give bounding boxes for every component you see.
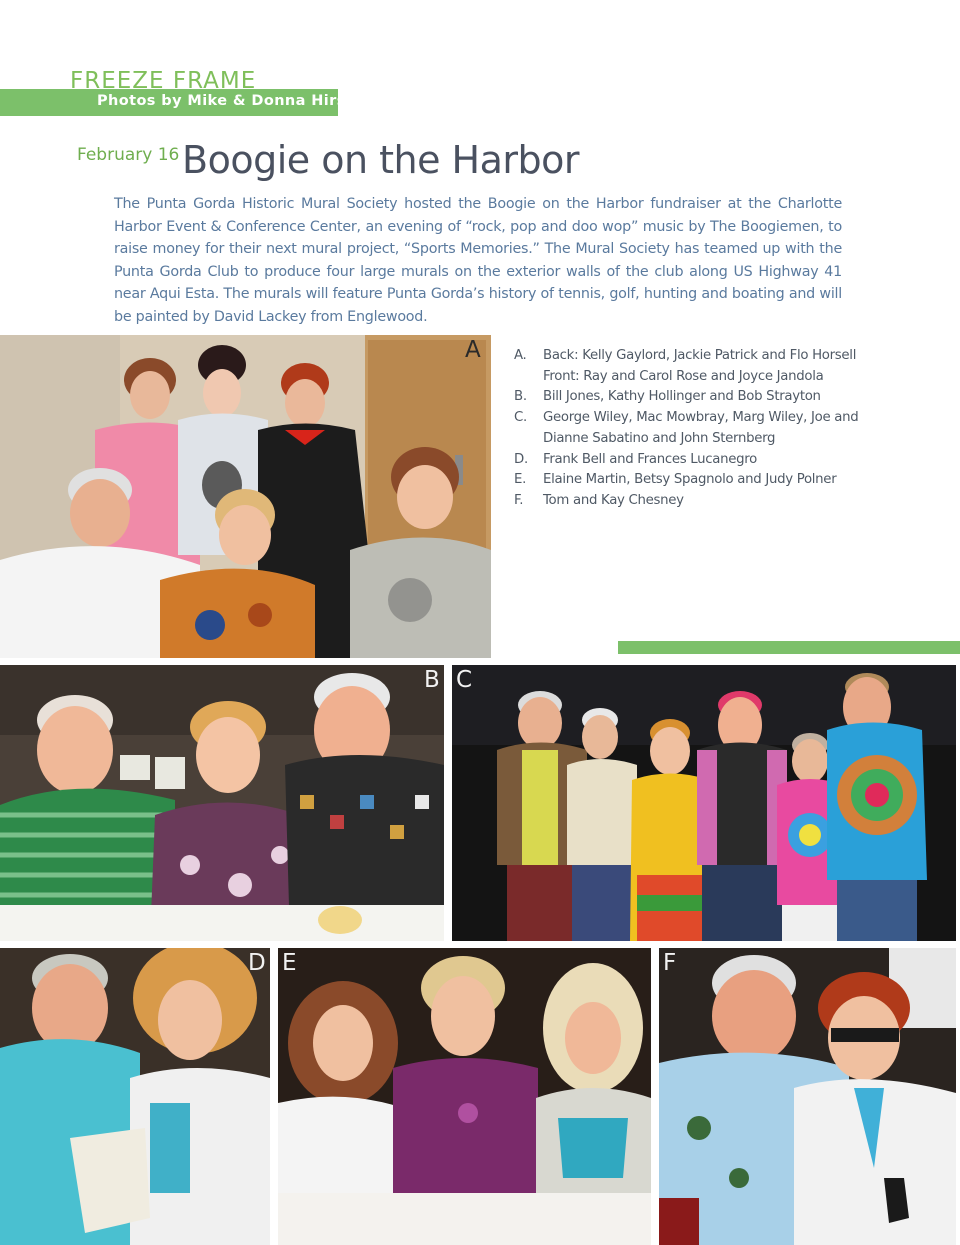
photo-b (0, 665, 444, 941)
green-divider (618, 641, 960, 654)
caption-row (514, 346, 894, 367)
caption-row (514, 491, 894, 512)
photo-c (452, 665, 956, 941)
caption-key (514, 367, 543, 388)
photo-a (0, 335, 491, 658)
photo-e (278, 948, 651, 1245)
caption-row (514, 470, 894, 491)
section-label: FREEZE FRAME (70, 68, 257, 88)
photo-credit: Photos by Mike & Donna Hirst (97, 93, 354, 109)
caption-row (514, 450, 894, 471)
caption-text: Back: Kelly Gaylord, Jackie Patrick and Flo Horsell (543, 348, 857, 363)
photo-label-d: D (248, 950, 266, 976)
photo-label-b: B (424, 667, 440, 693)
photo-captions (514, 346, 894, 512)
caption-row (514, 387, 894, 408)
caption-key: A. (514, 348, 527, 363)
article-title: Boogie on the Harbor (182, 138, 580, 182)
caption-text: Elaine Martin, Betsy Spagnolo and Judy Polner (543, 472, 837, 488)
event-date: February 16 (77, 145, 180, 165)
photo-label-e: E (282, 950, 297, 976)
photo-d (0, 948, 270, 1245)
caption-text: Bill Jones, Kathy Hollinger and Bob Strayton (543, 389, 821, 405)
article-intro: The Punta Gorda Historic Mural Society hosted the Boogie on the Harbor fundraiser at the Charlotte Harbor Event & Conference Center, an evening of “rock, pop and doo wop” music by The Boogiemen, to raise money for their next mural project, “Sports Memories.” The Mural Society has teamed up with the Punta Gorda Club to produce four large murals on the exterior walls of the club along US Highway 41 near Aqui Esta. The murals will feature Punta Gorda’s history of tennis, golf, hunting and boating and will be painted by David Lackey from Englewood. (114, 196, 842, 325)
caption-text: George Wiley, Mac Mowbray, Marg Wiley, Joe and Dianne Sabatino and John Sternberg (543, 410, 859, 446)
photo-f (659, 948, 956, 1245)
photo-label-a: A (465, 337, 481, 363)
caption-row (514, 367, 894, 388)
caption-key: B. (514, 389, 527, 405)
photo-label-c: C (456, 667, 473, 693)
caption-key: F. (514, 492, 524, 508)
caption-key: D. (514, 451, 528, 467)
caption-text: Frank Bell and Frances Lucanegro (543, 451, 757, 467)
caption-row (514, 408, 894, 449)
caption-text: Front: Ray and Carol Rose and Joyce Jandola (543, 368, 824, 384)
photo-label-f: F (663, 950, 677, 976)
caption-key: E. (514, 472, 527, 488)
caption-text: Tom and Kay Chesney (543, 492, 684, 508)
caption-key: C. (514, 410, 527, 426)
